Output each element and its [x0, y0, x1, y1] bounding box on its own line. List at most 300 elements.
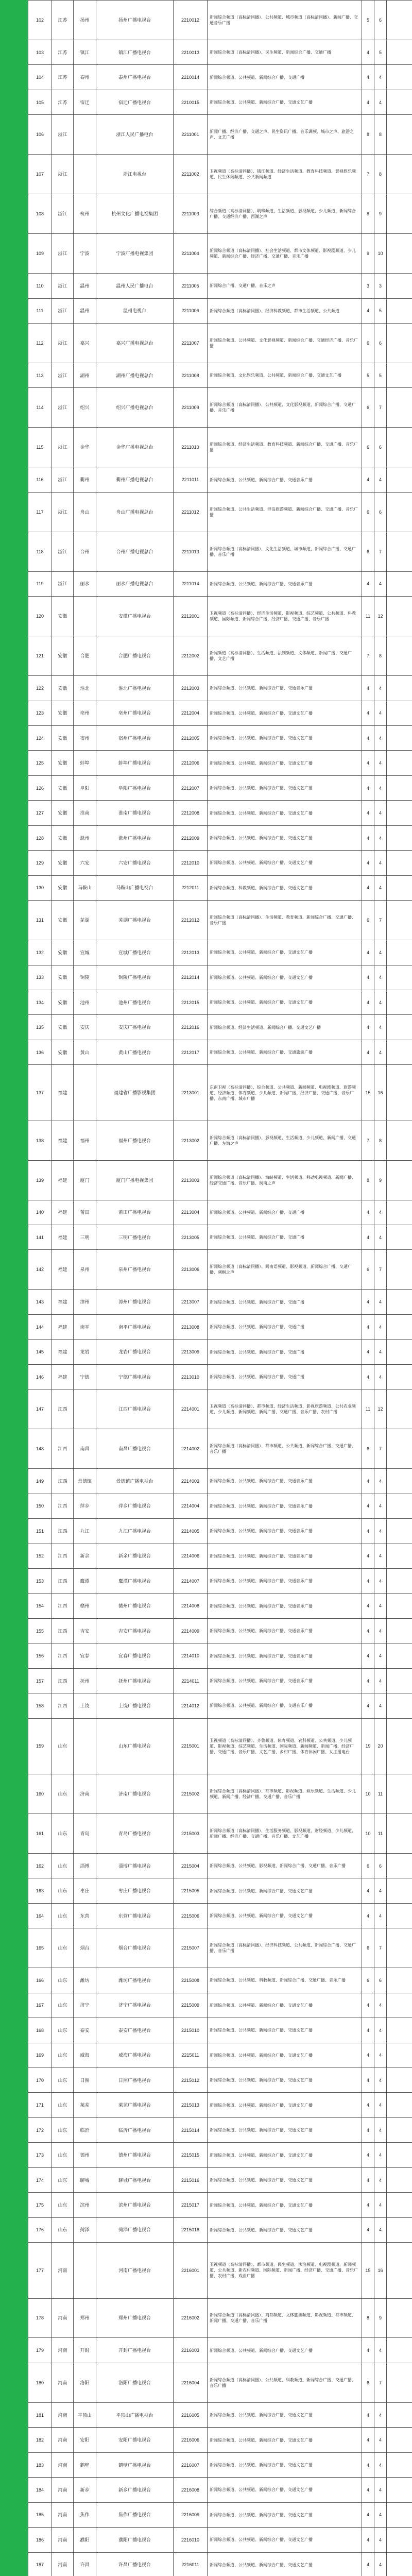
province-cell: 安徽: [52, 940, 74, 965]
row-number: 115: [28, 428, 52, 467]
count-cell: 4: [362, 2167, 374, 2192]
province-cell: 河南: [52, 2243, 74, 2298]
content-cell: 新闻综合频道（高标清同播）、经济科技频道、公共频道、新闻综合广播、交通广播、音乐广播: [208, 1928, 362, 1968]
table-row: [28, 2402, 412, 2427]
city-cell: 鹰潭: [74, 1568, 96, 1593]
province-cell: 河南: [52, 2452, 74, 2477]
count-cell: 16: [374, 2243, 387, 2298]
content-cell: 新闻综合频道（高标清同播）、公共频道、城市频道（高标清同播）、新闻广播、交通音乐广播: [208, 1, 362, 40]
count-cell: 4: [362, 775, 374, 800]
institution-cell: 郑州广播电视台: [96, 2298, 174, 2338]
province-cell: 江西: [52, 1568, 74, 1593]
table-row: [28, 1250, 412, 1290]
institution-cell: 淮北广播电视台: [96, 676, 174, 701]
row-number: 106: [28, 115, 52, 155]
count-cell: 8: [374, 115, 387, 155]
table-row: [28, 1814, 412, 1853]
province-cell: 浙江: [52, 194, 74, 234]
count-cell: 4: [374, 2478, 387, 2502]
empty-cell: [387, 1494, 412, 1518]
row-number: 158: [28, 1693, 52, 1718]
code-cell: 2216004: [174, 2363, 208, 2402]
content-cell: 新闻广播、经济广播、交通之声、民生资讯广播、音乐调频、城市之声、旅游之声、文艺广播: [208, 115, 362, 155]
row-number: 121: [28, 636, 52, 676]
count-cell: 9: [362, 234, 374, 274]
content-cell: 新闻综合频道、公共频道、新闻综合广播、交通音乐广播: [208, 1668, 362, 1693]
province-cell: 山东: [52, 1903, 74, 1928]
province-cell: 江西: [52, 1668, 74, 1693]
count-cell: 4: [362, 1693, 374, 1718]
code-cell: 2213004: [174, 1200, 208, 1225]
row-number: 108: [28, 194, 52, 234]
count-cell: 7: [362, 1121, 374, 1160]
institution-cell: 上饶广播电视台: [96, 1693, 174, 1718]
content-cell: 新闻综合频道、公共频道、新闻综合广播、交通文艺广播: [208, 775, 362, 800]
count-cell: 4: [374, 1469, 387, 1494]
city-cell: 莱芜: [74, 2093, 96, 2117]
city-cell: 潍坊: [74, 1968, 96, 1993]
count-cell: 4: [362, 2193, 374, 2217]
city-cell: 淄博: [74, 1853, 96, 1878]
institution-cell: 马鞍山广播电视台: [96, 875, 174, 900]
code-cell: 2215002: [174, 1774, 208, 1814]
empty-cell: [387, 1200, 412, 1225]
content-cell: 东南卫视（高标清同播）、综合频道、公共频道、新闻频道、电视剧频道、旅游频道、经济频道、体育频道、少儿频道、新闻广播、经济广播、交通广播、音乐广播、东南广播、城市广播: [208, 1065, 362, 1121]
institution-cell: 德州广播电视台: [96, 2143, 174, 2167]
province-cell: 福建: [52, 1364, 74, 1389]
row-number: 168: [28, 2018, 52, 2043]
table-row: [28, 2217, 412, 2242]
institution-cell: 安徽广播电视台: [96, 597, 174, 636]
count-cell: 5: [362, 1, 374, 40]
content-cell: 新闻综合频道、公共频道、新闻综合广播、交通文艺广播: [208, 2117, 362, 2142]
content-cell: 新闻综合频道、公共频道、新闻综合广播、交通文艺广播: [208, 801, 362, 825]
row-number: 112: [28, 324, 52, 363]
row-number: 131: [28, 901, 52, 940]
count-cell: 4: [362, 875, 374, 900]
city-cell: 宿迁: [74, 90, 96, 114]
empty-cell: [387, 2363, 412, 2402]
content-cell: 新闻综合频道、经济生活频道、新闻综合广播、交通文艺广播: [208, 1015, 362, 1040]
row-number: 107: [28, 155, 52, 194]
table-row: [28, 1774, 412, 1814]
city-cell: 池州: [74, 990, 96, 1015]
row-number: 183: [28, 2452, 52, 2477]
empty-cell: [387, 1928, 412, 1968]
empty-cell: [387, 1340, 412, 1364]
empty-cell: [387, 1993, 412, 2018]
table-row: [28, 2143, 412, 2167]
city-cell: 黄山: [74, 1040, 96, 1064]
row-number: 111: [28, 298, 52, 323]
row-number: 116: [28, 467, 52, 492]
city-cell: 东营: [74, 1903, 96, 1928]
city-cell: 抚州: [74, 1668, 96, 1693]
empty-cell: [387, 155, 412, 194]
row-number: 109: [28, 234, 52, 274]
count-cell: 10: [374, 234, 387, 274]
empty-cell: [387, 1429, 412, 1469]
empty-cell: [387, 2298, 412, 2338]
count-cell: 4: [374, 1544, 387, 1568]
count-cell: 4: [362, 1618, 374, 1643]
institution-cell: 镇江广播电视台: [96, 40, 174, 64]
table-row: [28, 428, 412, 467]
row-number: 171: [28, 2093, 52, 2117]
city-cell: 新余: [74, 1544, 96, 1568]
row-number: 122: [28, 676, 52, 701]
empty-cell: [387, 2043, 412, 2067]
count-cell: 4: [362, 2018, 374, 2043]
code-cell: 2216005: [174, 2402, 208, 2427]
empty-cell: [387, 324, 412, 363]
count-cell: 4: [374, 2193, 387, 2217]
code-cell: 2214004: [174, 1494, 208, 1518]
content-cell: 新闻综合频道、公共频道、新闻综合广播、交通文艺广播: [208, 2428, 362, 2452]
row-number: 125: [28, 751, 52, 775]
content-cell: 新闻综合频道、公共频道、新闻综合广播、交通文艺广播: [208, 2402, 362, 2427]
count-cell: 4: [362, 1225, 374, 1250]
count-cell: 4: [374, 2528, 387, 2552]
city-cell: 南平: [74, 1314, 96, 1339]
city-cell: 舟山: [74, 492, 96, 532]
city-cell: 濮阳: [74, 2528, 96, 2552]
institution-cell: 亳州广播电视台: [96, 701, 174, 725]
province-cell: 江苏: [52, 40, 74, 64]
city-cell: 铜陵: [74, 965, 96, 990]
table-row: [28, 1389, 412, 1429]
institution-cell: 开封广播电视台: [96, 2338, 174, 2363]
count-cell: 4: [374, 2117, 387, 2142]
table-body: [28, 1, 412, 2576]
city-cell: 临沂: [74, 2117, 96, 2142]
institution-cell: 漳州广播电视台: [96, 1290, 174, 1314]
content-cell: 新闻综合频道、公共频道、新闻综合广播、交通文艺广播: [208, 725, 362, 750]
code-cell: 2214003: [174, 1469, 208, 1494]
count-cell: 6: [362, 324, 374, 363]
institution-cell: 安阳广播电视台: [96, 2428, 174, 2452]
empty-cell: [387, 274, 412, 298]
institution-cell: 济宁广播电视台: [96, 1993, 174, 2018]
province-cell: 浙江: [52, 388, 74, 428]
city-cell: 厦门: [74, 1160, 96, 1200]
row-number: 152: [28, 1544, 52, 1568]
count-cell: 5: [374, 298, 387, 323]
content-cell: 新闻综合频道、公共频道、新闻综合广播、交通音乐广播: [208, 1568, 362, 1593]
empty-cell: [387, 825, 412, 850]
institution-cell: 宣城广播电视台: [96, 940, 174, 965]
city-cell: 宁波: [74, 234, 96, 274]
count-cell: 4: [374, 2217, 387, 2242]
count-cell: 4: [374, 965, 387, 990]
count-cell: 7: [374, 1250, 387, 1290]
count-cell: 4: [374, 2143, 387, 2167]
institution-cell: 温州电视台: [96, 298, 174, 323]
count-cell: 4: [362, 2478, 374, 2502]
city-cell: 聊城: [74, 2167, 96, 2192]
empty-cell: [387, 1668, 412, 1693]
city-cell: 三明: [74, 1225, 96, 1250]
code-cell: 2214008: [174, 1594, 208, 1618]
count-cell: 8: [362, 115, 374, 155]
count-cell: 8: [362, 2298, 374, 2338]
count-cell: 3: [362, 274, 374, 298]
table-row: [28, 2167, 412, 2192]
count-cell: 4: [362, 751, 374, 775]
institution-cell: 潍坊广播电视台: [96, 1968, 174, 1993]
table-row: [28, 194, 412, 234]
empty-cell: [387, 1065, 412, 1121]
code-cell: 2211005: [174, 274, 208, 298]
province-cell: 福建: [52, 1314, 74, 1339]
code-cell: 2214009: [174, 1618, 208, 1643]
empty-cell: [387, 2552, 412, 2576]
content-cell: 新闻综合频道、公共频道、新闻综合广播、交通音乐广播: [208, 571, 362, 596]
province-cell: 江西: [52, 1693, 74, 1718]
institution-cell: 枣庄广播电视台: [96, 1878, 174, 1903]
province-cell: 山东: [52, 2167, 74, 2192]
city-cell: 吉安: [74, 1618, 96, 1643]
table-row: [28, 1568, 412, 1593]
count-cell: 4: [362, 1040, 374, 1064]
code-cell: 2215007: [174, 1928, 208, 1968]
institution-cell: 九江广播电视台: [96, 1519, 174, 1544]
city-cell: [74, 1718, 96, 1774]
table-row: [28, 1928, 412, 1968]
row-number: 124: [28, 725, 52, 750]
empty-cell: [387, 532, 412, 571]
row-number: 117: [28, 492, 52, 532]
province-cell: 安徽: [52, 636, 74, 676]
province-cell: 福建: [52, 1340, 74, 1364]
institution-cell: 嘉兴广播电视总台: [96, 324, 174, 363]
content-cell: 新闻综合频道（高标清同播）、民生频道、新闻综合广播、交通广播: [208, 40, 362, 64]
institution-cell: 宁德广播电视台: [96, 1364, 174, 1389]
content-cell: 新闻综合频道、公共生活频道、群岛旅游频道、新闻综合广播、交通广播、音乐广播: [208, 492, 362, 532]
table-row: [28, 2193, 412, 2217]
count-cell: 4: [362, 2552, 374, 2576]
table-row: [28, 2043, 412, 2067]
table-row: [28, 775, 412, 800]
content-cell: 新闻综合频道（高标清同播）、都市频道、公共频道、新闻综合广播、交通广播、音乐广播: [208, 1429, 362, 1469]
row-number: 110: [28, 274, 52, 298]
count-cell: 4: [374, 1290, 387, 1314]
row-number: 114: [28, 388, 52, 428]
content-cell: 新闻综合频道、公共频道、新闻综合广播、交通文艺广播: [208, 940, 362, 965]
count-cell: 9: [374, 2298, 387, 2338]
code-cell: 2211009: [174, 388, 208, 428]
table-row: [28, 115, 412, 155]
empty-cell: [387, 1121, 412, 1160]
institution-cell: 池州广播电视台: [96, 990, 174, 1015]
table-row: [28, 363, 412, 387]
count-cell: 4: [362, 1544, 374, 1568]
code-cell: 2211011: [174, 467, 208, 492]
row-number: 147: [28, 1389, 52, 1429]
content-cell: 新闻综合频道（高标清同播）、影视频道、生活频道、少儿频道、新闻广播、交通广播、左海之声: [208, 1121, 362, 1160]
city-cell: 宁德: [74, 1364, 96, 1389]
table-row: [28, 2552, 412, 2576]
province-cell: 山东: [52, 2018, 74, 2043]
institution-cell: 焦作广播电视台: [96, 2502, 174, 2527]
count-cell: 12: [374, 1389, 387, 1429]
empty-cell: [387, 2338, 412, 2363]
count-cell: 4: [374, 801, 387, 825]
institution-cell: 烟台广播电视台: [96, 1928, 174, 1968]
institution-cell: 铜陵广播电视台: [96, 965, 174, 990]
city-cell: 威海: [74, 2043, 96, 2067]
empty-cell: [387, 2528, 412, 2552]
province-cell: 安徽: [52, 775, 74, 800]
content-cell: 新闻综合频道、公共频道、新闻综合广播、交通文艺广播: [208, 851, 362, 875]
row-number: 154: [28, 1594, 52, 1618]
empty-cell: [387, 388, 412, 428]
institution-cell: 莱芜广播电视台: [96, 2093, 174, 2117]
count-cell: 15: [362, 2243, 374, 2298]
province-cell: 安徽: [52, 676, 74, 701]
row-number: 123: [28, 701, 52, 725]
table-row: [28, 532, 412, 571]
empty-cell: [387, 701, 412, 725]
city-cell: 镇江: [74, 40, 96, 64]
empty-cell: [387, 298, 412, 323]
content-cell: 新闻综合频道、公共频道、新闻综合广播、交通音乐广播: [208, 1618, 362, 1643]
empty-cell: [387, 2193, 412, 2217]
row-number: 184: [28, 2478, 52, 2502]
province-cell: 山东: [52, 1774, 74, 1814]
count-cell: 16: [374, 1065, 387, 1121]
code-cell: 2212012: [174, 901, 208, 940]
count-cell: 6: [374, 324, 387, 363]
empty-cell: [387, 1544, 412, 1568]
row-number: 151: [28, 1519, 52, 1544]
table-row: [28, 1429, 412, 1469]
count-cell: 4: [374, 1040, 387, 1064]
count-cell: 20: [374, 1718, 387, 1774]
count-cell: 4: [374, 571, 387, 596]
table-row: [28, 1903, 412, 1928]
province-cell: 江西: [52, 1519, 74, 1544]
empty-cell: [387, 1290, 412, 1314]
row-number: 178: [28, 2298, 52, 2338]
city-cell: 安阳: [74, 2428, 96, 2452]
code-cell: 2210012: [174, 1, 208, 40]
code-cell: 2212007: [174, 775, 208, 800]
code-cell: 2215006: [174, 1903, 208, 1928]
code-cell: 2212008: [174, 801, 208, 825]
count-cell: 6: [374, 492, 387, 532]
table-row: [28, 1200, 412, 1225]
institution-cell: 莆田广播电视台: [96, 1200, 174, 1225]
content-cell: 新闻综合频道、公共频道、新闻综合广播、交通文艺广播: [208, 2093, 362, 2117]
content-cell: 新闻综合频道、经济生活频道、教育科技频道、新闻综合广播、交通广播、音乐广播: [208, 428, 362, 467]
count-cell: 4: [374, 2068, 387, 2093]
city-cell: 宿州: [74, 725, 96, 750]
table-row: [28, 875, 412, 900]
broadcast-channel-table: [28, 0, 412, 2576]
row-number: 145: [28, 1340, 52, 1364]
row-number: 135: [28, 1015, 52, 1040]
empty-cell: [387, 1618, 412, 1643]
code-cell: 2213007: [174, 1290, 208, 1314]
content-cell: 新闻综合频道（高标清同播）、商都频道、文体旅游频道、影视频道、都市频道、新闻广播、交通广播、音乐广播: [208, 2298, 362, 2338]
city-cell: 宣城: [74, 940, 96, 965]
count-cell: 15: [362, 1065, 374, 1121]
row-number: 144: [28, 1314, 52, 1339]
city-cell: 杭州: [74, 194, 96, 234]
content-cell: 新闻综合频道（高标清同播）、生活频道、教育频道、新闻综合广播、交通广播、音乐广播: [208, 901, 362, 940]
city-cell: 济宁: [74, 1993, 96, 2018]
city-cell: 泰安: [74, 2018, 96, 2043]
table-row: [28, 492, 412, 532]
table-row: [28, 2338, 412, 2363]
count-cell: 6: [362, 388, 374, 428]
province-cell: 江西: [52, 1494, 74, 1518]
institution-cell: 平顶山广播电视台: [96, 2402, 174, 2427]
count-cell: 4: [374, 1903, 387, 1928]
city-cell: 菏泽: [74, 2217, 96, 2242]
empty-cell: [387, 1040, 412, 1064]
institution-cell: 宁波广播电视集团: [96, 234, 174, 274]
institution-cell: 蚌埠广播电视台: [96, 751, 174, 775]
code-cell: 2214005: [174, 1519, 208, 1544]
province-cell: 福建: [52, 1160, 74, 1200]
empty-cell: [387, 2068, 412, 2093]
city-cell: 新乡: [74, 2478, 96, 2502]
count-cell: 4: [362, 65, 374, 90]
count-cell: 4: [362, 90, 374, 114]
code-cell: 2211001: [174, 115, 208, 155]
empty-cell: [387, 1814, 412, 1853]
table-row: [28, 388, 412, 428]
province-cell: 安徽: [52, 597, 74, 636]
empty-cell: [387, 1314, 412, 1339]
content-cell: 新闻综合频道、公共频道、新闻综合广播、交通广播: [208, 1340, 362, 1364]
content-cell: 卫视频道（高标清同播）、经济生活频道、影视频道、综艺频道、公共频道、科教频道、国际频道、新闻综合广播、经济广播、交通广播、音乐广播: [208, 597, 362, 636]
city-cell: 滁州: [74, 825, 96, 850]
count-cell: 4: [362, 2093, 374, 2117]
content-cell: 新闻综合频道（高标清同播）、社会生活频道、都市文体频道、影视剧频道、少儿频道、新闻综合广播、经济广播、交通广播、音乐广播: [208, 234, 362, 274]
count-cell: 4: [374, 2552, 387, 2576]
content-cell: 新闻综合频道、公共频道、新闻综合广播、交通音乐广播: [208, 1494, 362, 1518]
code-cell: 2212001: [174, 597, 208, 636]
city-cell: 济南: [74, 1774, 96, 1814]
count-cell: 4: [374, 1314, 387, 1339]
content-cell: 新闻综合频道、公共频道、新闻综合广播、交通文艺广播: [208, 825, 362, 850]
count-cell: 10: [362, 1814, 374, 1853]
institution-cell: 东营广播电视台: [96, 1903, 174, 1928]
content-cell: 新闻综合频道、公共频道、科教频道、新闻综合广播、交通广播、音乐广播: [208, 1968, 362, 1993]
code-cell: 2212006: [174, 751, 208, 775]
row-number: 166: [28, 1968, 52, 1993]
count-cell: 6: [362, 1928, 374, 1968]
province-cell: 浙江: [52, 492, 74, 532]
institution-cell: 新乡广播电视台: [96, 2478, 174, 2502]
row-number: 126: [28, 775, 52, 800]
province-cell: 山东: [52, 1968, 74, 1993]
empty-cell: [387, 801, 412, 825]
province-cell: 安徽: [52, 701, 74, 725]
empty-cell: [387, 2452, 412, 2477]
city-cell: [74, 2243, 96, 2298]
province-cell: 山东: [52, 1718, 74, 1774]
row-number: 187: [28, 2552, 52, 2576]
institution-cell: 淄博广播电视台: [96, 1853, 174, 1878]
code-cell: 2213001: [174, 1065, 208, 1121]
institution-cell: 台州广播电视总台: [96, 532, 174, 571]
content-cell: 新闻综合频道、公共频道、新闻综合广播、交通音乐广播: [208, 467, 362, 492]
code-cell: 2211012: [174, 492, 208, 532]
